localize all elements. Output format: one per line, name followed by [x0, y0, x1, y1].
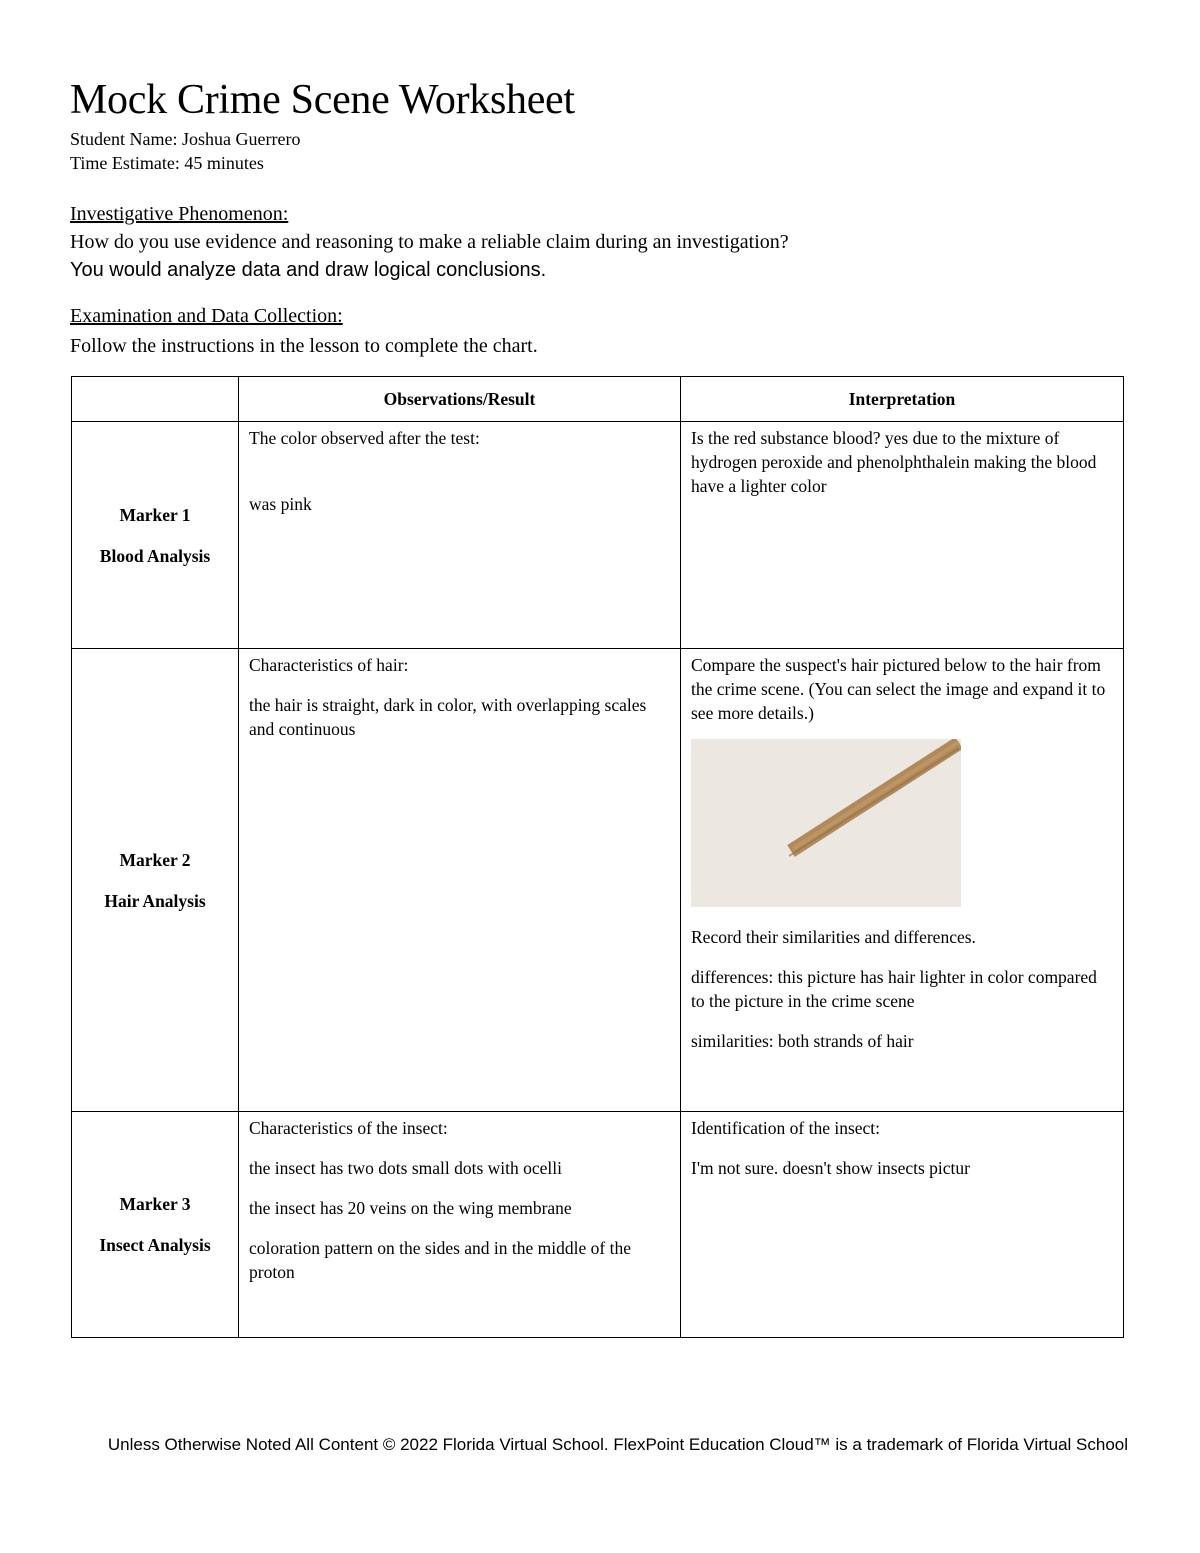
phenomenon-question: How do you use evidence and reasoning to make a reliable claim during an investigation?: [70, 231, 789, 253]
hair-strand-photo[interactable]: [691, 739, 961, 907]
observation-answer[interactable]: the insect has 20 veins on the wing membrane: [249, 1198, 572, 1218]
interpretation-prompt: Compare the suspect's hair pictured below to the hair from the crime scene. (You can select the image and expand it to see more details.): [691, 655, 1106, 723]
observation-answer[interactable]: the insect has two dots small dots with ocelli: [249, 1158, 563, 1178]
observation-answer[interactable]: was pink: [249, 494, 312, 514]
observation-cell[interactable]: [239, 422, 681, 649]
table-row: [72, 649, 1124, 1112]
header-interpretation: Interpretation: [681, 377, 1124, 422]
table-row: [72, 422, 1124, 649]
chart-header-row: [72, 377, 1124, 422]
interpretation-prompt[interactable]: Is the red substance blood? yes due to the mixture of hydrogen peroxide and phenolphthalein making the blood have a lighter color: [691, 428, 1097, 496]
student-name: Student Name: Joshua Guerrero: [70, 129, 301, 149]
examination-heading: Examination and Data Collection:: [70, 305, 343, 327]
interpretation-cell[interactable]: [681, 1112, 1124, 1338]
page-title: Mock Crime Scene Worksheet: [70, 77, 575, 123]
interpretation-cell[interactable]: [681, 649, 1124, 1112]
observation-prompt: Characteristics of hair:: [249, 655, 409, 675]
observation-prompt: The color observed after the test:: [249, 428, 480, 448]
table-row: [72, 1112, 1124, 1338]
header-observations: Observations/Result: [239, 377, 681, 422]
copyright-footer: Unless Otherwise Noted All Content © 2022 Florida Virtual School. FlexPoint Education Cloud™ is a trademark of Florida Virtual School: [107, 1435, 1128, 1454]
interpretation-answer[interactable]: I'm not sure. doesn't show insects pictur: [691, 1158, 970, 1178]
marker-number: Marker 3: [119, 1194, 191, 1214]
examination-instruction: Follow the instructions in the lesson to complete the chart.: [70, 335, 538, 357]
evidence-chart: [71, 376, 1124, 1338]
marker-number: Marker 2: [119, 849, 191, 870]
marker-cell: [72, 1112, 239, 1338]
differences-answer[interactable]: differences: this picture has hair lighter in color compared to the picture in the crime scene: [691, 967, 1097, 1011]
observation-prompt: Characteristics of the insect:: [249, 1118, 448, 1138]
similarities-answer[interactable]: similarities: both strands of hair: [691, 1031, 914, 1051]
marker-analysis: Insect Analysis: [99, 1235, 211, 1255]
marker-analysis: Blood Analysis: [99, 545, 211, 566]
time-estimate: Time Estimate: 45 minutes: [70, 153, 264, 173]
interpretation-cell[interactable]: [681, 422, 1124, 649]
header-empty: [72, 377, 239, 422]
observation-cell[interactable]: [239, 649, 681, 1112]
marker-cell: [72, 649, 239, 1112]
record-prompt: Record their similarities and differences.: [691, 927, 976, 947]
observation-answer[interactable]: coloration pattern on the sides and in the middle of the proton: [249, 1238, 631, 1282]
marker-analysis: Hair Analysis: [104, 890, 206, 911]
observation-cell[interactable]: [239, 1112, 681, 1338]
marker-number: Marker 1: [119, 504, 191, 525]
observation-answer[interactable]: the hair is straight, dark in color, with overlapping scales and continuous: [249, 695, 647, 739]
phenomenon-answer[interactable]: You would analyze data and draw logical conclusions.: [70, 259, 547, 281]
phenomenon-heading: Investigative Phenomenon:: [70, 203, 289, 225]
marker-cell: [72, 422, 239, 649]
interpretation-prompt: Identification of the insect:: [691, 1118, 881, 1138]
